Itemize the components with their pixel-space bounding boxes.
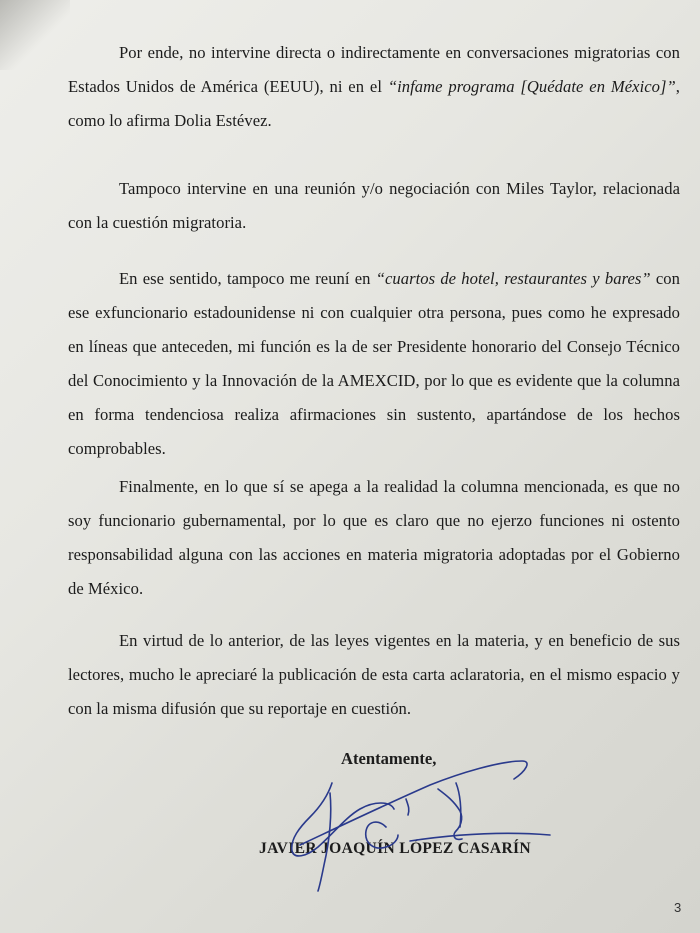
page-number: 3 <box>674 900 682 915</box>
paragraph-1-text-b: , como lo afirma Dolia Estévez. <box>68 77 680 130</box>
paragraph-1-quote: “infame programa [Quédate en México]” <box>387 77 676 96</box>
paragraph-3-text-a: En ese sentido, tampoco me reuní en <box>119 269 376 288</box>
page-shadow <box>0 0 70 70</box>
paragraph-2: Tampoco intervine en una reunión y/o negociación con Miles Taylor, relacionada con la cuestión migratoria. <box>68 179 680 232</box>
closing-salutation: Atentamente, <box>341 749 437 768</box>
paragraph-3-text-b: con ese exfuncionario estadounidense ni con cualquier otra persona, pues como he expresado en líneas que anteceden, mi función es la de ser Presidente honorario del Consejo Técnico del Conocimiento y la Innovación de la AMEXCID, por lo que es evidente que la columna en forma tendenciosa realiza afirmaciones sin sustento, apartándose de los hechos comprobables. <box>68 269 680 458</box>
paragraph-1-text-a: Por ende, no intervine directa o indirectamente en conversaciones migratorias con Estados Unidos de América (EEUU), ni en el <box>68 43 680 96</box>
paragraph-3 <box>68 262 680 466</box>
signer-name: JAVIER JOAQUÍN LÓPEZ CASARÍN <box>259 840 531 857</box>
paragraph-1 <box>68 36 680 138</box>
paragraph-4: Finalmente, en lo que sí se apega a la realidad la columna mencionada, es que no soy funcionario gubernamental, por lo que es claro que no ejerzo funciones ni ostento responsabilidad alguna con las acciones en materia migratoria adoptadas por el Gobierno de México. <box>68 477 680 598</box>
paragraph-5: En virtud de lo anterior, de las leyes vigentes en la materia, y en beneficio de sus lectores, mucho le apreciaré la publicación de esta carta aclaratoria, en el mismo espacio y con la misma difusión que su reportaje en cuestión. <box>68 631 680 718</box>
paragraph-3-quote: “cuartos de hotel, restaurantes y bares” <box>375 269 651 288</box>
